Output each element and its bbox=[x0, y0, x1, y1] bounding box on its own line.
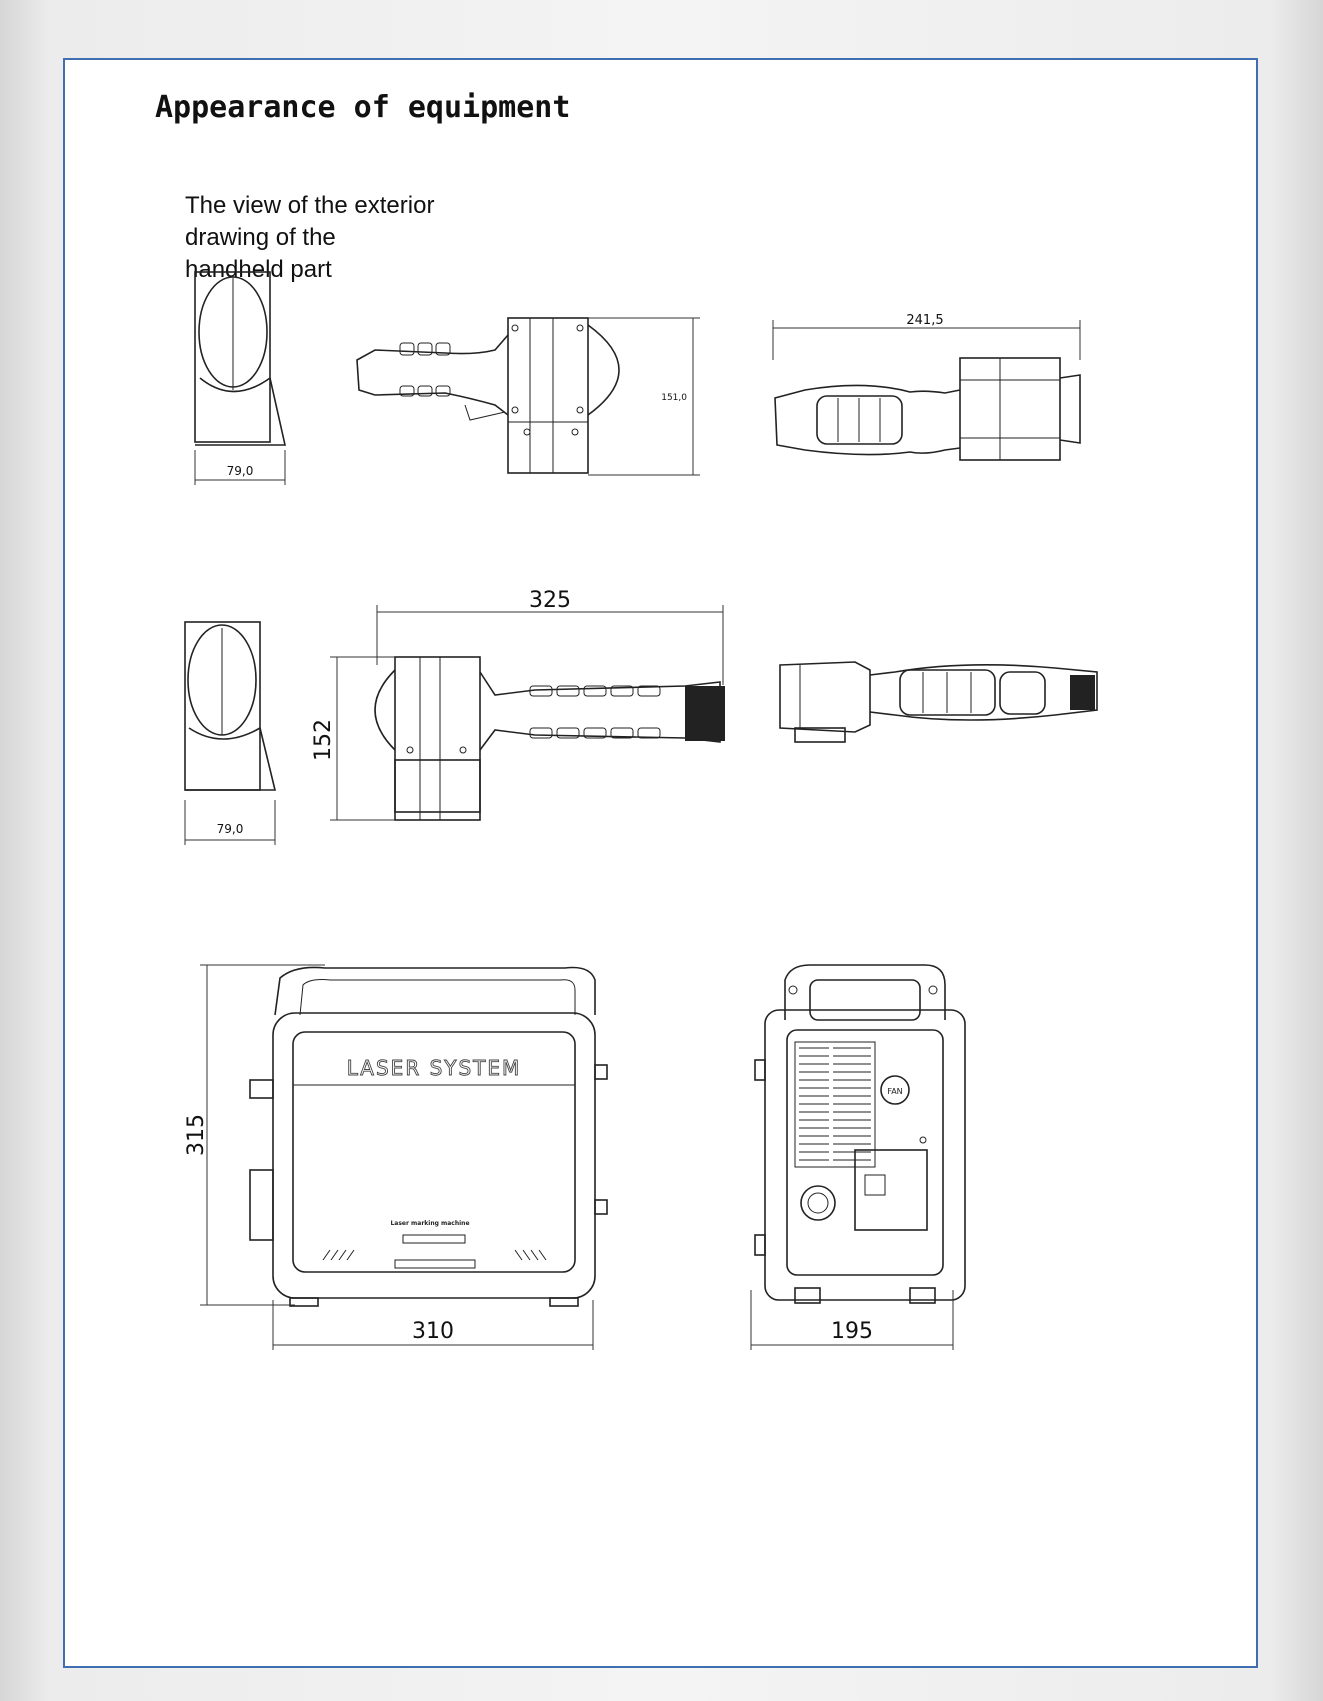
dim-label-mid-length: 325 bbox=[529, 588, 571, 613]
dim-label-mid-side-width: 79,0 bbox=[216, 822, 244, 836]
caption-line-3: handheld part bbox=[185, 256, 332, 283]
handheld-elevation-top bbox=[357, 318, 619, 473]
dim-label-top-side-height: 151,0 bbox=[661, 393, 687, 403]
dimension-top-side-width bbox=[195, 450, 285, 485]
dimension-top-right-length bbox=[773, 313, 1080, 360]
dimension-unit-depth bbox=[751, 1290, 953, 1350]
dim-label-unit-depth: 195 bbox=[831, 1319, 873, 1344]
handheld-side-view-top bbox=[195, 272, 285, 445]
dim-label-top-side-width: 79,0 bbox=[226, 464, 254, 478]
caption-line-2: drawing of the bbox=[185, 224, 336, 251]
dimension-unit-width bbox=[273, 1300, 593, 1350]
handheld-side-view-mid bbox=[185, 622, 275, 790]
dimension-mid-height bbox=[311, 657, 395, 820]
caption-line-1: The view of the exterior bbox=[185, 192, 435, 219]
document-page bbox=[63, 58, 1258, 1668]
dimension-unit-height bbox=[184, 965, 325, 1305]
unit-brand-text: LASER SYSTEM bbox=[346, 1056, 522, 1080]
dim-label-unit-height: 315 bbox=[184, 1114, 209, 1156]
dimension-top-side-height bbox=[588, 318, 700, 475]
dim-label-unit-width: 310 bbox=[412, 1319, 454, 1344]
vent-grille bbox=[795, 1042, 875, 1167]
dim-label-mid-height: 152 bbox=[311, 719, 336, 761]
unit-label-text: Laser marking machine bbox=[390, 1220, 470, 1227]
handheld-top-view-right bbox=[775, 358, 1080, 460]
handheld-top-view-mid-right bbox=[780, 662, 1097, 742]
page-title: Appearance of equipment bbox=[155, 90, 571, 125]
dim-label-top-right-length: 241,5 bbox=[906, 313, 944, 328]
dimension-mid-side-width bbox=[185, 800, 275, 845]
technical-drawings bbox=[65, 60, 1256, 1666]
dimension-mid-length bbox=[377, 588, 723, 685]
fan-label: FAN bbox=[887, 1087, 903, 1096]
handheld-elevation-mid bbox=[375, 657, 725, 820]
laser-unit-side-view bbox=[755, 965, 965, 1303]
laser-unit-front-view bbox=[250, 967, 607, 1306]
